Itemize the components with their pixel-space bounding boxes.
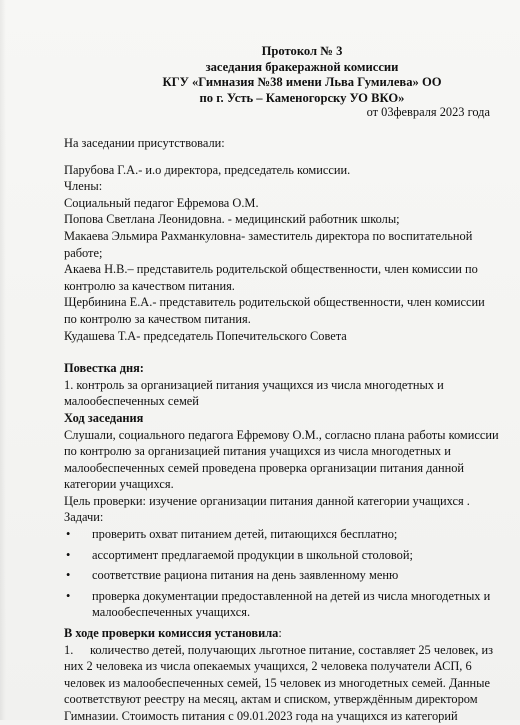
agenda-section [64, 360, 500, 526]
findings-item-text: количество детей, получающих льготное питание, составляет 25 человек, из них 2 человека из числа опекаемых учащихся, 2 человека получатели АСП, 6 человек из малообеспеченных семей, 15 человек из многодетных семей. Данные соответствуют реестру на месяц, актам и списком, утверждённым директором Гимназии. Стоимость питания с 09.01.2023 года на учащихся из категорий [64, 642, 493, 723]
proceedings-title: Ход заседания [64, 410, 144, 425]
task-item: • проверка документации предоставленной на детей из числа многодетных и малообеспеченных учащихся. [64, 588, 500, 621]
tasks-label: Задачи: [64, 510, 104, 525]
protocol-header [64, 44, 500, 106]
agenda-title: Повестка дня: [64, 361, 144, 376]
findings-title: В ходе проверки комиссия установила [64, 626, 279, 641]
member-item: Попова Светлана Леонидовна. - медицинский работник школы; [64, 212, 400, 227]
page-edge-shadow [0, 0, 6, 720]
findings-item-number: 1. [64, 642, 74, 657]
tasks-list [64, 526, 500, 621]
findings-title-colon: : [278, 626, 282, 641]
agenda-item: 1. контроль за организацией питания учащихся из числа многодетных и малообеспеченных семей [64, 377, 444, 409]
attendance-chair: Парубова Г.А.- и.о директора, председатель комиссии. [64, 162, 351, 177]
members-label: Члены: [64, 179, 103, 194]
member-item: Щербинина Е.А.- представитель родительской общественности, член комиссии по контролю за качеством питания. [64, 295, 485, 326]
proceedings-paragraph: Слушали, социального педагога Ефремову О.М., согласно плана работы комиссии по контролю за организацией питания учащихся из числа многодетных и малообеспеченных семей проведена проверка организации питания данной категории учащихся. [64, 427, 499, 492]
member-item: Акаева Н.В.– представитель родительской общественности, член комиссии по контролю за качеством питания. [64, 262, 478, 293]
task-item: • соответствие рациона питания на день заявленному меню [64, 567, 500, 584]
findings-heading [64, 625, 500, 642]
task-item: • ассортимент предлагаемой продукции в школьной столовой; [64, 547, 500, 564]
task-item: • проверить охват питанием детей, питающихся бесплатно; [64, 526, 500, 543]
member-item: Социальный педагог Ефремова О.М. [64, 195, 259, 210]
findings-section [64, 625, 500, 725]
attendance-section [64, 135, 500, 344]
protocol-subtitle: заседания бракеражной комиссии [205, 59, 399, 74]
member-item: Кудашева Т.А- председатель Попечительского Совета [64, 328, 347, 343]
protocol-number: Протокол № 3 [261, 44, 343, 58]
organization-name: КГУ «Гимназия №38 имени Льва Гумилева» ОО [162, 75, 442, 89]
inspection-goal: Цель проверки: изучение организации питания данной категории учащихся . [64, 493, 470, 508]
attendance-intro: На заседании присутствовали: [64, 136, 225, 150]
organization-city: по г. Усть – Каменогорску УО ВКО» [199, 90, 405, 105]
findings-item [64, 642, 500, 725]
protocol-date: от 03февраля 2023 года [366, 105, 490, 119]
member-item: Макаева Эльмира Рахманкуловна- заместитель директора по воспитательной работе; [64, 228, 473, 260]
